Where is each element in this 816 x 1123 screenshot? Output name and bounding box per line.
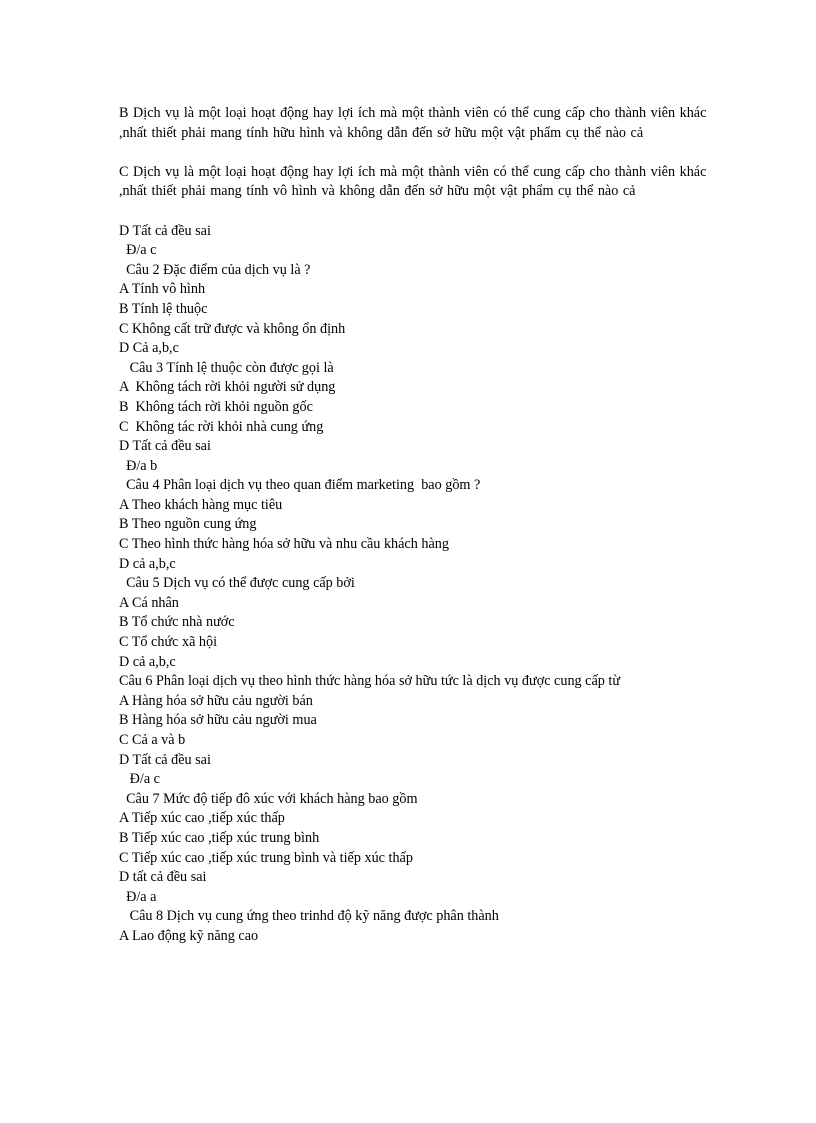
text-line: A Tiếp xúc cao ,tiếp xúc thấp: [119, 810, 285, 827]
answer-option-c-paragraph: C Dịch vụ là một loại hoạt động hay lợi ích mà một thành viên có thể cung cấp cho thành viên khác ,nhất thiết phải mang tính vô hình và không dẫn đến sở hữu một vật phẩm cụ thể nào cả: [119, 163, 707, 200]
question-8-heading: Câu 8 Dịch vụ cung ứng theo trinhd độ kỹ năng được phân thành: [119, 908, 499, 925]
text-line: B Tiếp xúc cao ,tiếp xúc trung bình: [119, 829, 320, 846]
text-line: C Không cất trữ được và không ổn định: [119, 320, 346, 337]
text-line: C Tiếp xúc cao ,tiếp xúc trung bình và tiếp xúc thấp: [119, 849, 413, 866]
question-3-heading: Câu 3 Tính lệ thuộc còn được gọi là: [119, 359, 334, 376]
text-line: A Không tách rời khỏi người sử dụng: [119, 379, 336, 396]
answer-key-line: Đ/a c: [119, 242, 157, 259]
text-line: D Cả a,b,c: [119, 340, 179, 357]
question-5-heading: Câu 5 Dịch vụ có thể được cung cấp bởi: [119, 575, 355, 592]
question-6-heading: Câu 6 Phân loại dịch vụ theo hình thức hàng hóa sở hữu tức là dịch vụ được cung cấp từ: [119, 673, 621, 690]
answer-key-line: Đ/a c: [119, 771, 160, 788]
answer-key-line: Đ/a b: [119, 457, 158, 474]
text-line: B Hàng hóa sở hữu cảu người mua: [119, 712, 317, 729]
text-line: D Tất cả đều sai: [119, 222, 211, 239]
document-body: [119, 104, 709, 947]
answer-option-b-paragraph: B Dịch vụ là một loại hoạt động hay lợi ích mà một thành viên có thể cung cấp cho thành viên khác ,nhất thiết phải mang tính hữu hình và không dẫn đến sở hữu một vật phẩm cụ thể nào cả: [119, 105, 707, 141]
text-line: D cả a,b,c: [119, 653, 176, 670]
text-line: C Cả a và b: [119, 732, 186, 748]
text-line: A Hàng hóa sở hữu cảu người bán: [119, 692, 313, 709]
text-line: D cả a,b,c: [119, 555, 176, 572]
text-line: A Lao động kỹ năng cao: [119, 927, 259, 944]
text-line: B Tổ chức nhà nước: [119, 614, 235, 631]
question-2-heading: Câu 2 Đặc điểm của dịch vụ là ?: [119, 261, 311, 278]
question-4-heading: Câu 4 Phân loại dịch vụ theo quan điểm marketing bao gồm ?: [119, 477, 481, 494]
text-line: C Theo hình thức hàng hóa sở hữu và nhu cầu khách hàng: [119, 536, 449, 553]
text-line: D Tất cả đều sai: [119, 751, 211, 768]
text-line: A Tính vô hình: [119, 281, 206, 298]
question-7-heading: Câu 7 Mức độ tiếp đô xúc với khách hàng bao gồm: [119, 790, 418, 807]
text-line: C Tổ chức xã hội: [119, 634, 218, 651]
text-line: B Không tách rời khỏi nguồn gốc: [119, 398, 313, 415]
text-line: D tất cả đều sai: [119, 869, 207, 886]
text-line: D Tất cả đều sai: [119, 438, 211, 455]
text-line: B Theo nguồn cung ứng: [119, 516, 257, 533]
text-line: C Không tác rời khỏi nhà cung ứng: [119, 418, 324, 435]
answer-key-line: Đ/a a: [119, 888, 157, 905]
text-line: A Cá nhân: [119, 594, 179, 611]
text-line: B Tính lệ thuộc: [119, 300, 208, 317]
text-line: A Theo khách hàng mục tiêu: [119, 496, 283, 513]
